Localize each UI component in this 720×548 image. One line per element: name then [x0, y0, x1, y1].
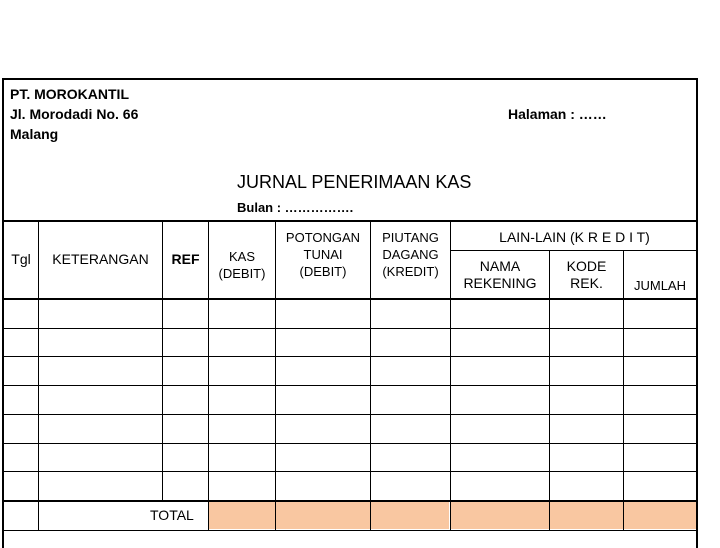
total-cell-cash — [209, 502, 275, 529]
header-others-credit: LAIN-LAIN (K R E D I T) — [499, 229, 650, 245]
total-cell-account-name — [451, 502, 549, 529]
header-account-name — [451, 258, 549, 292]
header-bottom-rule — [2, 298, 698, 300]
header-cash-debit — [209, 248, 275, 282]
row-rule — [2, 385, 698, 386]
others-subheader-rule — [450, 250, 698, 251]
journal-sheet — [2, 78, 698, 548]
page-number-label: Halaman : …… — [508, 106, 607, 122]
header-receivable-credit-line-1: PIUTANG — [382, 230, 439, 245]
header-ref: REF — [171, 251, 200, 267]
header-cash-debit-line-2: (DEBIT) — [218, 266, 266, 281]
header-date: Tgl — [11, 251, 31, 267]
header-discount-debit-line-3: (DEBIT) — [299, 264, 347, 279]
month-label: Bulan : ……………. — [237, 200, 354, 215]
header-account-code — [550, 258, 623, 292]
row-rule — [2, 328, 698, 329]
company-city: Malang — [10, 126, 59, 142]
total-cell-account-code — [550, 502, 623, 529]
row-rule — [2, 471, 698, 472]
row-rule — [2, 443, 698, 444]
header-discount-debit — [276, 229, 370, 280]
journal-title: JURNAL PENERIMAAN KAS — [237, 172, 472, 192]
row-rule — [2, 414, 698, 415]
row-rule — [2, 356, 698, 357]
header-account-name-line-2: REKENING — [463, 275, 537, 291]
header-amount: JUMLAH — [633, 278, 686, 293]
header-receivable-credit-line-2: DAGANG — [382, 247, 439, 262]
header-discount-debit-line-1: POTONGAN — [285, 230, 361, 245]
header-account-name-line-1: NAMA — [479, 258, 521, 274]
total-cell-discount — [276, 502, 370, 529]
total-label: TOTAL — [150, 507, 194, 523]
header-top-rule — [2, 220, 698, 222]
total-cell-receivable — [371, 502, 449, 529]
total-cell-amount — [624, 502, 696, 529]
header-cash-debit-line-1: KAS — [228, 249, 255, 264]
header-account-code-line-1: KODE — [566, 258, 607, 274]
header-discount-debit-line-2: TUNAI — [303, 247, 343, 262]
header-receivable-credit — [371, 229, 450, 280]
company-name: PT. MOROKANTIL — [10, 86, 129, 102]
header-receivable-credit-line-3: (KREDIT) — [382, 264, 439, 279]
header-description: KETERANGAN — [52, 251, 149, 267]
company-address: Jl. Morodadi No. 66 — [10, 106, 139, 122]
company-block — [10, 84, 138, 144]
total-bottom-rule — [2, 530, 698, 531]
col-rule-account-name — [549, 250, 550, 530]
header-account-code-line-2: REK. — [570, 275, 603, 291]
